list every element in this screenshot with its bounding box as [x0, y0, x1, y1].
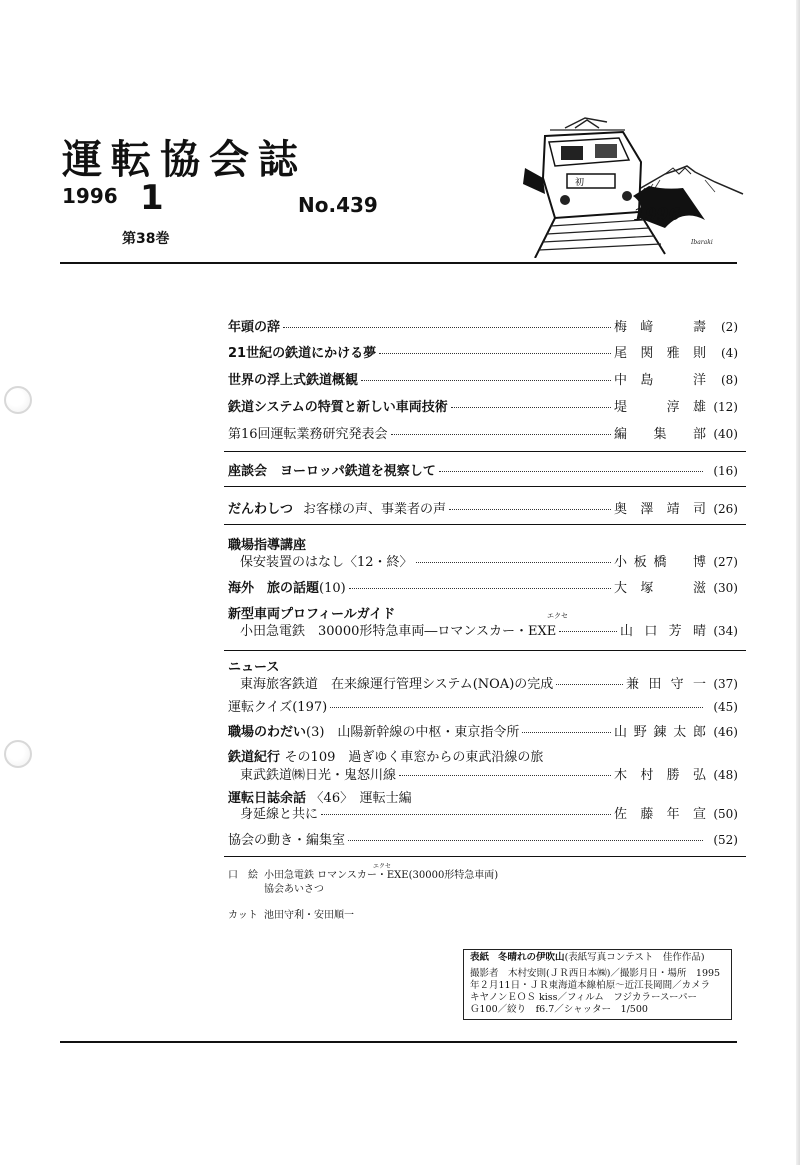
toc-subtitle: お客様の声、事業者の声: [303, 502, 447, 517]
illustration-signature: Ibaraki: [691, 239, 713, 246]
leader-dots: [321, 813, 611, 815]
toc-title: 座談会 ヨーロッパ鉄道を視察して: [228, 464, 436, 479]
toc-title: 小田急電鉄 30000形特急車両―ロマンスカー・EXE: [240, 624, 557, 639]
svg-text:初: 初: [575, 178, 585, 188]
toc-author: 編集部: [614, 427, 706, 442]
toc-title: 身延線と共に: [240, 807, 319, 822]
cover-credit-line: キヤノンＥＯＳ kiss／フィルム フジカラースーパー: [470, 992, 698, 1003]
cut-label: カット: [228, 910, 258, 921]
toc-page: (45): [713, 700, 738, 714]
toc-title: 保安装置のはなし〈12・終〉: [240, 555, 413, 570]
cover-title: 冬晴れの伊吹山: [498, 952, 565, 963]
cover-credit-line: 撮影者 木村安則(ＪＲ西日本㈱)／撮影月日・場所 1995: [470, 968, 721, 979]
leader-dots: [559, 630, 617, 632]
section-heading-title: 鉄道紀行: [228, 750, 281, 765]
toc-entry[interactable]: [228, 369, 738, 391]
toc-page: (2): [721, 320, 738, 334]
cover-credit-line: Ｇ100／絞り f6.7／シャッター 1/500: [470, 1004, 648, 1015]
toc-author: 山口芳晴: [620, 624, 706, 639]
section-heading-subtitle: 〈46〉 運転士編: [310, 791, 412, 806]
toc-title: 鉄道システムの特質と新しい車両技術: [228, 400, 448, 415]
toc-divider: [224, 650, 746, 651]
leader-dots: [556, 683, 623, 685]
frontispiece-item-1: 小田急電鉄 ロマンスカー・EXE(30000形特急車両): [264, 870, 499, 881]
toc-title: 世界の浮上式鉄道概観: [228, 373, 359, 388]
frontispiece-label: 口 絵: [228, 870, 258, 881]
section-heading-title: 運転日誌余話: [228, 791, 307, 806]
toc-page: (8): [721, 373, 738, 387]
masthead-rule: [60, 262, 737, 264]
toc-page: (4): [721, 346, 738, 360]
journal-title: 運転協会誌: [62, 137, 307, 183]
section-heading: [228, 746, 543, 765]
toc-author: 梅﨑 壽: [614, 320, 706, 335]
leader-dots: [391, 433, 611, 435]
toc-entry[interactable]: [228, 498, 738, 520]
toc-divider: [224, 486, 746, 487]
volume-number: 第38巻: [122, 231, 170, 247]
toc-title: 年頭の辞: [228, 320, 281, 335]
toc-page: (26): [713, 502, 738, 516]
toc-entry[interactable]: [228, 803, 738, 825]
frontispiece-ruby: エクセ: [373, 863, 392, 870]
illustration-year: 1996: [633, 205, 681, 225]
cover-box-heading: [470, 952, 725, 964]
toc-entry[interactable]: [228, 673, 738, 695]
leader-dots: [449, 508, 611, 510]
toc-page: (40): [713, 427, 738, 441]
cover-title-note: (表紙写真コンテスト 佳作作品): [564, 952, 705, 963]
leader-dots: [451, 406, 611, 408]
toc-author: 山野錬太郎: [614, 725, 706, 740]
toc-entry[interactable]: [228, 829, 738, 851]
toc-title: 東武鉄道㈱日光・鬼怒川線: [240, 768, 397, 783]
leader-dots: [348, 839, 703, 841]
toc-entry[interactable]: [228, 764, 738, 786]
toc-page: (52): [713, 833, 738, 847]
toc-page: (34): [713, 624, 738, 638]
toc-author: 兼田守一: [626, 677, 706, 692]
toc-entry[interactable]: [228, 696, 738, 718]
toc-subtitle: (10): [319, 581, 346, 596]
toc-divider: [224, 856, 746, 857]
toc-author: 木村勝弘: [614, 768, 706, 783]
page-edge-shadow: [796, 0, 800, 1165]
leader-dots: [361, 379, 611, 381]
toc-entry[interactable]: [228, 316, 738, 338]
cover-label: 表紙: [470, 952, 490, 963]
toc-page: (12): [713, 400, 738, 414]
toc-entry[interactable]: [228, 396, 738, 418]
toc-entry[interactable]: [228, 460, 738, 482]
leader-dots: [439, 470, 703, 472]
toc-entry[interactable]: [228, 577, 738, 599]
toc-author: 小板橋 博: [614, 555, 706, 570]
leader-dots: [349, 587, 611, 589]
leader-dots: [330, 706, 703, 708]
cut-credit: 池田守利・安田順一: [264, 910, 354, 921]
toc-author: 尾関雅則: [614, 346, 706, 361]
leader-dots: [399, 774, 611, 776]
toc-page: (30): [713, 581, 738, 595]
issue-number: No.439: [298, 193, 378, 217]
toc-title: 協会の動き・編集室: [228, 833, 346, 848]
toc-author: 奥澤靖司: [614, 502, 706, 517]
toc-entry[interactable]: [228, 342, 738, 364]
cover-info-box: [463, 949, 732, 1020]
toc-author: 大塚 滋: [614, 581, 706, 596]
toc-title: 第16回運転業務研究発表会: [228, 427, 388, 442]
leader-dots: [283, 326, 611, 328]
section-heading: 職場指導講座: [228, 538, 307, 553]
leader-dots: [416, 561, 611, 563]
toc-divider: [224, 524, 746, 525]
frontispiece-item-2: 協会あいさつ: [264, 884, 324, 895]
toc-title: 職場のわだい: [228, 725, 307, 740]
leader-dots: [379, 352, 611, 354]
section-heading: 新型車両プロフィールガイド: [228, 607, 396, 622]
issue-year: 1996: [62, 184, 118, 208]
toc-entry[interactable]: [228, 423, 738, 445]
train-illustration: [515, 108, 745, 258]
toc-page: (46): [713, 725, 738, 739]
ruby-text: エクセ: [547, 612, 568, 620]
footer-rule: [60, 1041, 737, 1043]
toc-subtitle: (3) 山陽新幹線の中枢・東京指令所: [306, 725, 520, 740]
toc-author: 中島 洋: [614, 373, 706, 388]
toc-page: (50): [713, 807, 738, 821]
toc-entry[interactable]: [228, 721, 738, 743]
toc-entry[interactable]: [228, 551, 738, 573]
toc-title: 東海旅客鉄道 在来線運行管理システム(NOA)の完成: [240, 677, 554, 692]
toc-divider: [224, 451, 746, 452]
issue-month: 1: [140, 178, 164, 218]
section-heading: ニュース: [228, 660, 280, 675]
toc-page: (48): [713, 768, 738, 782]
toc-entry[interactable]: [228, 620, 738, 642]
toc-page: (27): [713, 555, 738, 569]
leader-dots: [522, 731, 611, 733]
toc-title: 海外 旅の話題: [228, 581, 320, 596]
punch-hole-top: [4, 386, 32, 414]
section-heading-subtitle: その109 過ぎゆく車窓からの東武沿線の旅: [284, 750, 544, 765]
toc-title: 21世紀の鉄道にかける夢: [228, 346, 377, 361]
toc-author: 堤 淳雄: [614, 400, 706, 415]
toc-title: 運転クイズ(197): [228, 700, 328, 715]
cover-credit-line: 年２月11日・ＪＲ東海道本線柏原～近江長岡間／カメラ: [470, 980, 711, 991]
toc-page: (16): [713, 464, 738, 478]
toc-title: だんわしつ: [228, 502, 294, 517]
toc-author: 佐藤年宣: [614, 807, 706, 822]
toc-page: (37): [713, 677, 738, 691]
punch-hole-bottom: [4, 740, 32, 768]
